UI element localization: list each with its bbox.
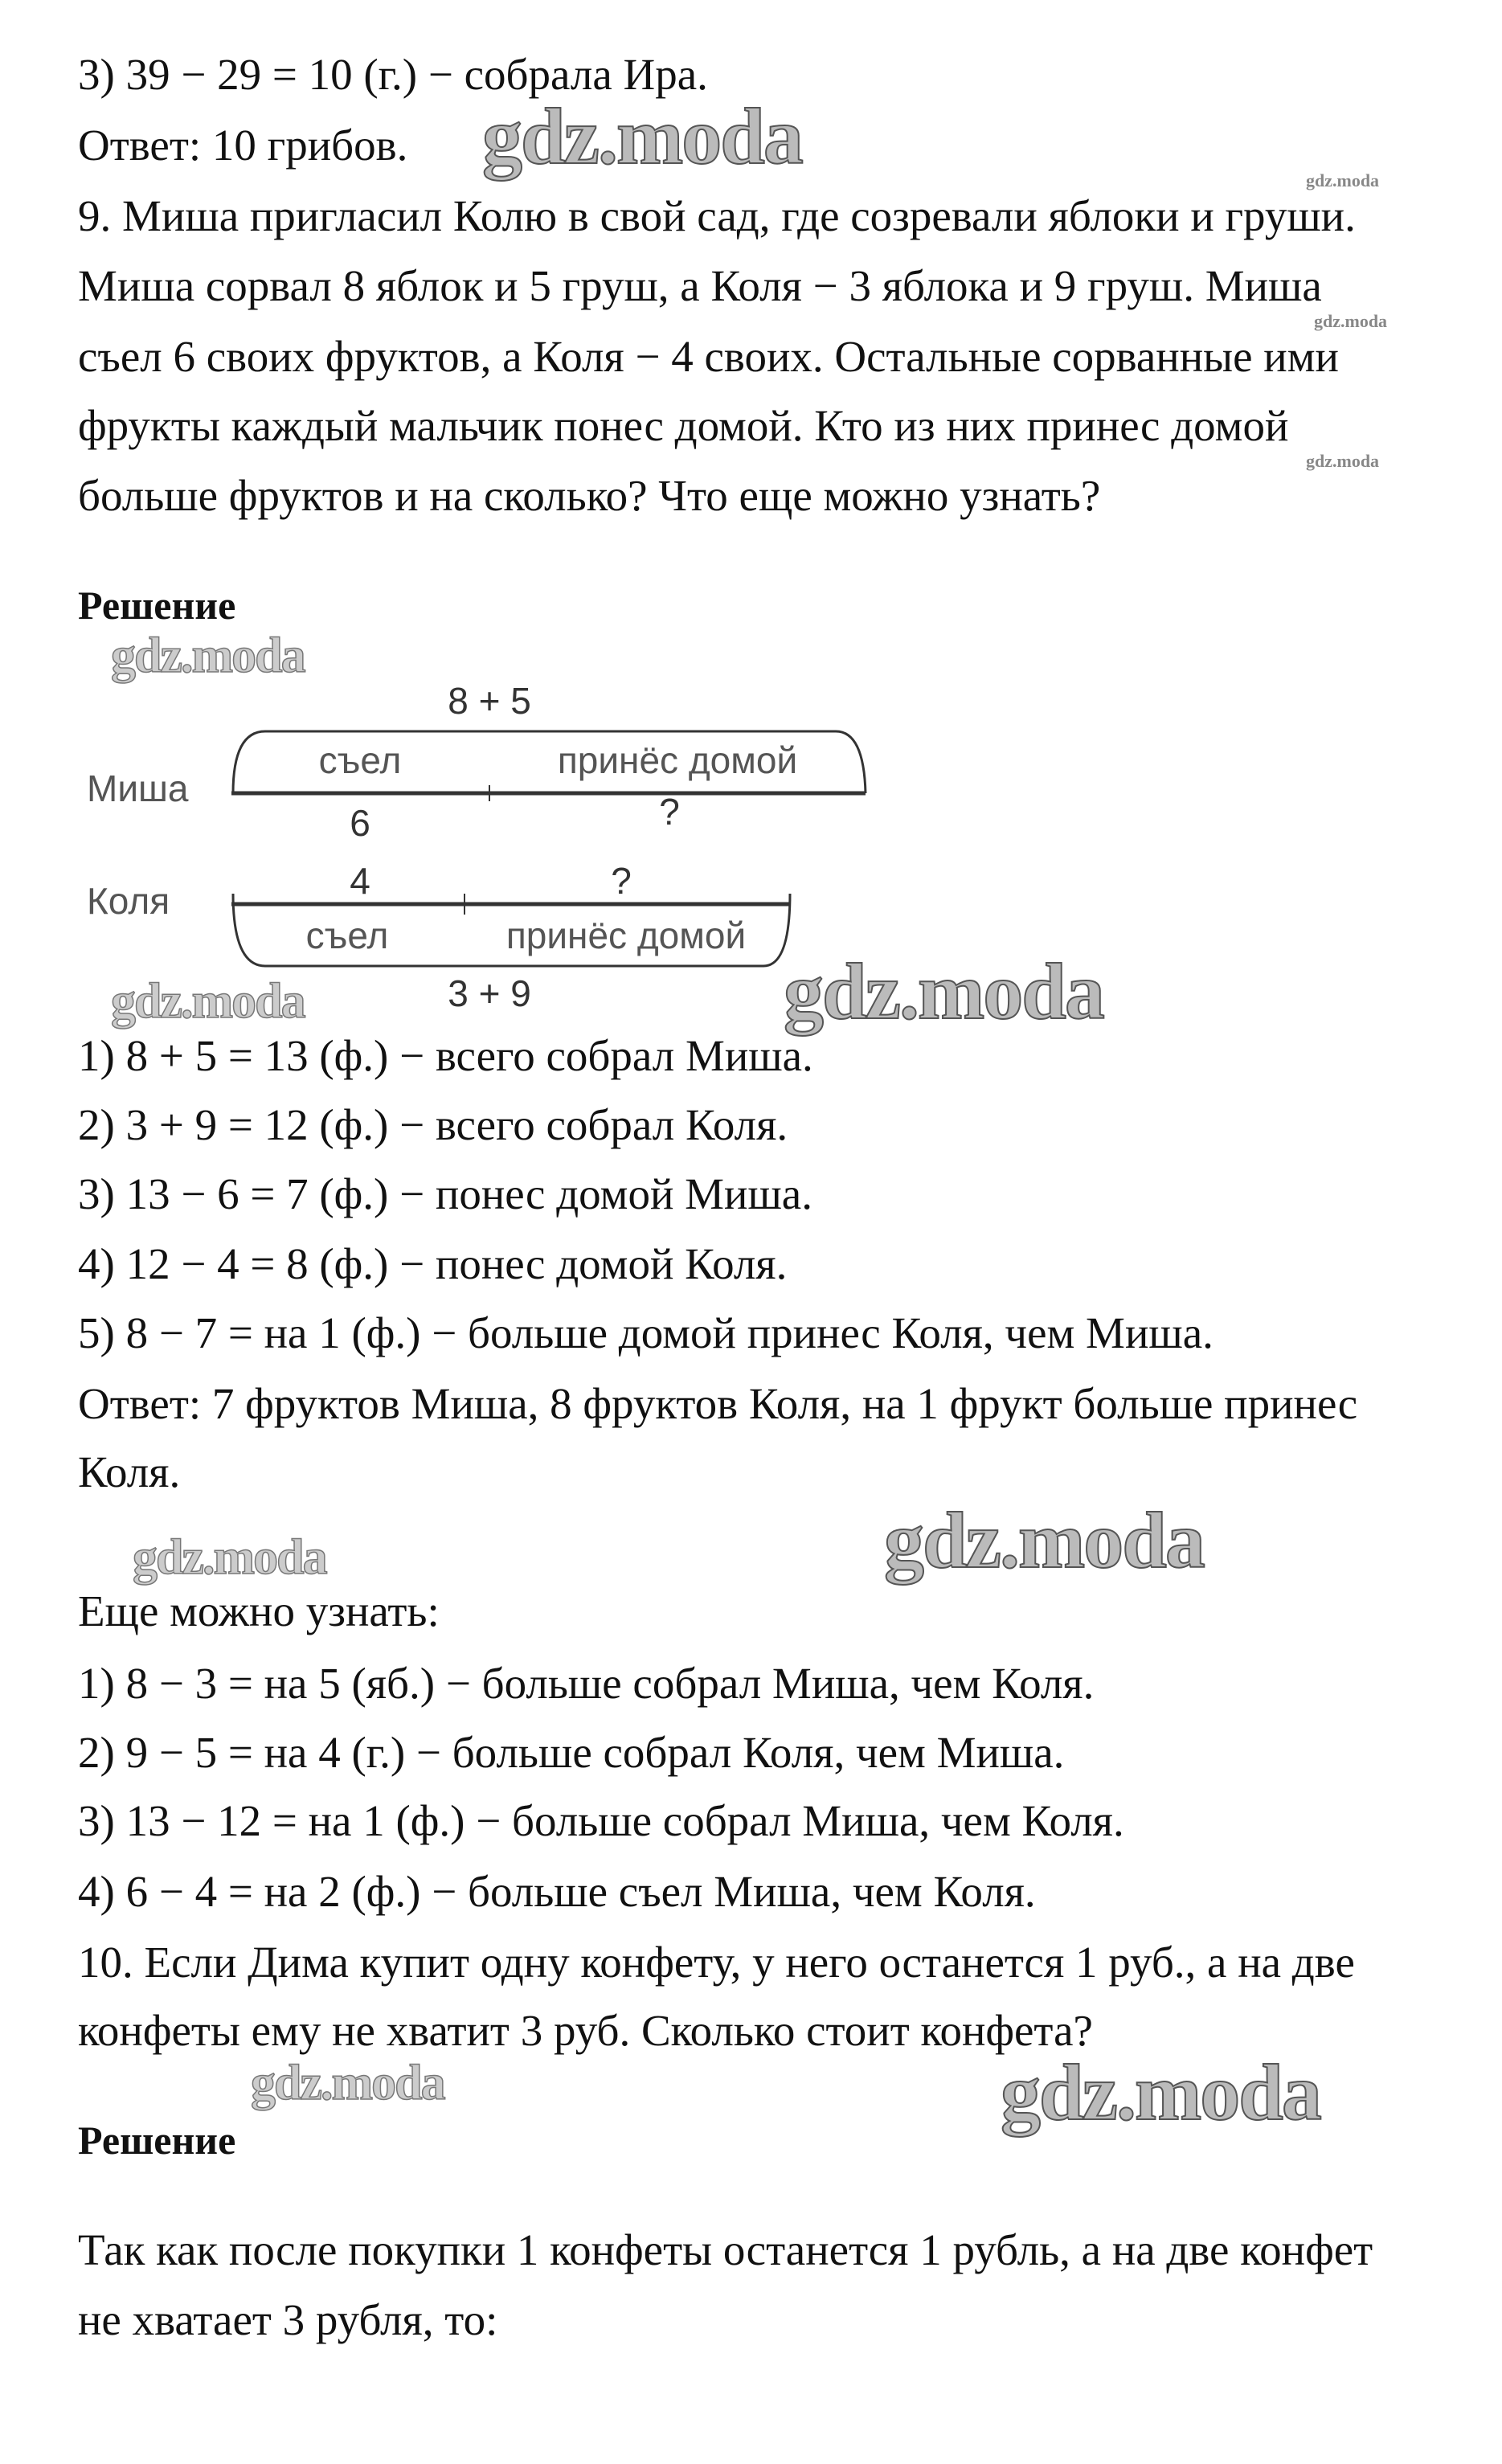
- step: 4) 12 − 4 = 8 (ф.) − понес домой Коля.: [78, 1239, 788, 1288]
- kolya-label: Коля: [87, 880, 170, 922]
- answer: Ответ: 7 фруктов Миша, 8 фруктов Коля, на 1 фрукт больше принес: [78, 1379, 1358, 1428]
- misha-part1-label: съел: [318, 739, 402, 781]
- watermark: gdz.moda: [884, 1496, 1204, 1585]
- watermark: gdz.moda: [251, 2056, 444, 2110]
- watermark: gdz.moda: [1001, 2048, 1320, 2137]
- kolya-total: 3 + 9: [448, 972, 531, 1014]
- solution-text: не хватает 3 рубля, то:: [78, 2295, 498, 2344]
- watermark: gdz.moda: [111, 974, 305, 1029]
- problem-text: фрукты каждый мальчик понес домой. Кто из них принес домой: [78, 401, 1289, 450]
- problem-text: Миша сорвал 8 яблок и 5 груш, а Коля − 3 яблока и 9 груш. Миша: [78, 261, 1322, 310]
- extra-step: 1) 8 − 3 = на 5 (яб.) − больше собрал Миша, чем Коля.: [78, 1659, 1095, 1708]
- watermark: gdz.moda: [133, 1530, 326, 1585]
- watermark: gdz.moda: [784, 947, 1103, 1036]
- misha-total: 8 + 5: [448, 680, 531, 722]
- misha-part2-label: принёс домой: [557, 739, 798, 781]
- problem-text: 10. Если Дима купит одну конфету, у него останется 1 руб., а на две: [78, 1938, 1355, 1987]
- misha-part2-value: ?: [659, 791, 680, 833]
- problem-text: съел 6 своих фруктов, а Коля − 4 своих. Остальные сорванные ими: [78, 332, 1339, 381]
- watermark: gdz.moda: [111, 628, 305, 683]
- extra-heading: Еще можно узнать:: [78, 1586, 440, 1635]
- answer: Коля.: [78, 1447, 181, 1496]
- problem-text: больше фруктов и на сколько? Что еще можно узнать?: [78, 471, 1101, 520]
- problem-text: конфеты ему не хватит 3 руб. Сколько стоит конфета?: [78, 2006, 1093, 2055]
- kolya-part1-value: 4: [350, 860, 370, 902]
- solution-text: Так как после покупки 1 конфеты останется 1 рубль, а на две конфет: [78, 2225, 1373, 2274]
- watermark: gdz.moda: [1314, 311, 1388, 331]
- step: 5) 8 − 7 = на 1 (ф.) − больше домой принес Коля, чем Миша.: [78, 1308, 1213, 1357]
- extra-step: 3) 13 − 12 = на 1 (ф.) − больше собрал Миша, чем Коля.: [78, 1796, 1124, 1845]
- step: 2) 3 + 9 = 12 (ф.) − всего собрал Коля.: [78, 1100, 788, 1149]
- extra-step: 4) 6 − 4 = на 2 (ф.) − больше съел Миша, чем Коля.: [78, 1867, 1036, 1916]
- watermark: gdz.moda: [1306, 170, 1380, 190]
- watermark: gdz.moda: [482, 92, 802, 181]
- extra-step: 2) 9 − 5 = на 4 (г.) − больше собрал Коля, чем Миша.: [78, 1728, 1065, 1777]
- line: Ответ: 10 грибов.: [78, 121, 408, 170]
- misha-part1-value: 6: [350, 802, 370, 844]
- line: 3) 39 − 29 = 10 (г.) − собрала Ира.: [78, 50, 708, 99]
- kolya-part2-value: ?: [611, 860, 632, 902]
- solution-heading: Решение: [78, 583, 236, 628]
- problem-text: 9. Миша пригласил Колю в свой сад, где созревали яблоки и груши.: [78, 191, 1356, 240]
- misha-label: Миша: [87, 767, 189, 809]
- kolya-part1-label: съел: [305, 915, 389, 956]
- solution-heading: Решение: [78, 2118, 236, 2163]
- step: 1) 8 + 5 = 13 (ф.) − всего собрал Миша.: [78, 1031, 813, 1080]
- watermark: gdz.moda: [1306, 451, 1380, 471]
- step: 3) 13 − 6 = 7 (ф.) − понес домой Миша.: [78, 1169, 812, 1218]
- kolya-part2-label: принёс домой: [505, 915, 747, 956]
